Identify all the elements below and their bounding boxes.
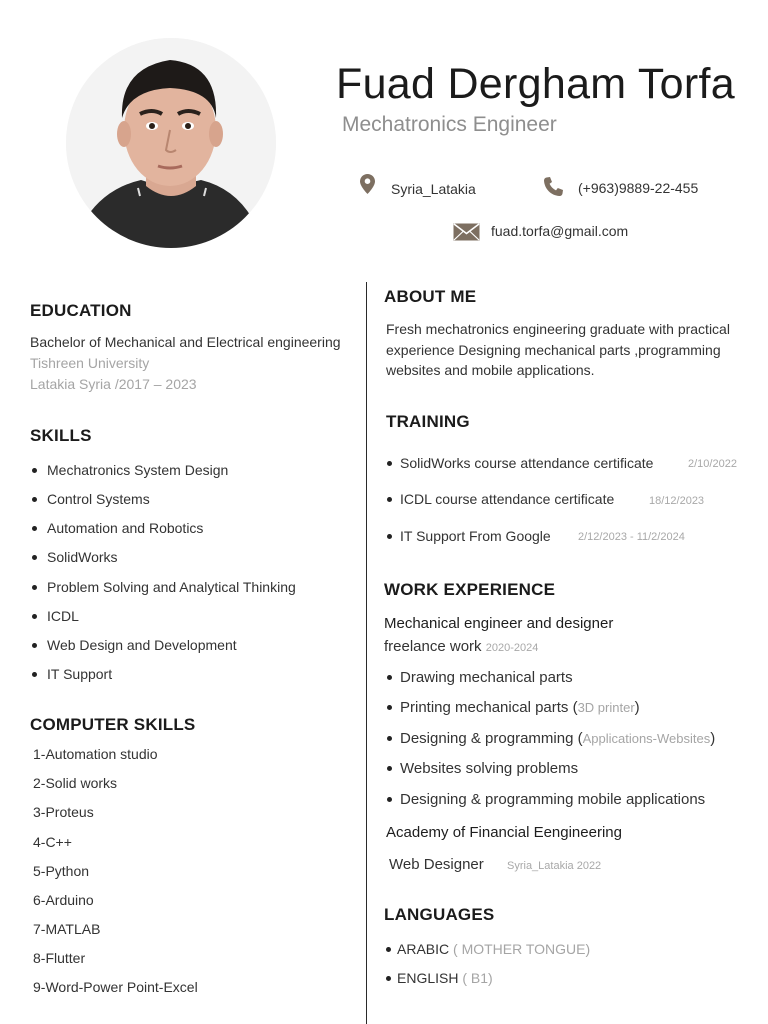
training-date: 2/10/2022 [688, 458, 737, 470]
about-heading: ABOUT ME [384, 287, 477, 306]
list-item: Problem Solving and Analytical Thinking [32, 579, 296, 595]
list-item: 3-Proteus [33, 804, 94, 820]
list-item: ENGLISH ( B1) [386, 970, 493, 986]
training-heading: TRAINING [386, 412, 470, 431]
list-item: IT Support From Google [387, 528, 551, 544]
bullet-icon [387, 797, 392, 802]
about-line: websites and mobile applications. [386, 362, 595, 378]
list-item: SolidWorks course attendance certificate [387, 455, 653, 471]
list-item: ICDL [32, 608, 79, 624]
education-university: Tishreen University [30, 355, 150, 371]
organization-name: Academy of Financial Eengineering [386, 824, 622, 841]
bullet-icon [387, 497, 392, 502]
phone-icon [542, 176, 564, 203]
education-place-dates: Latakia Syria /2017 – 2023 [30, 376, 197, 392]
languages-heading: LANGUAGES [384, 905, 495, 924]
envelope-icon [453, 223, 480, 246]
location-text: Syria_Latakia [391, 181, 476, 197]
job-title: Mechatronics Engineer [342, 113, 557, 136]
bullet-icon [32, 555, 37, 560]
bullet-icon [32, 526, 37, 531]
job-role: Web Designer [389, 856, 484, 873]
skills-heading: SKILLS [30, 426, 92, 445]
bullet-icon [32, 585, 37, 590]
bullet-icon [387, 461, 392, 466]
job-type: freelance work 2020-2024 [384, 638, 539, 655]
bullet-icon [387, 766, 392, 771]
list-item: Automation and Robotics [32, 520, 203, 536]
list-item: 2-Solid works [33, 775, 118, 791]
bullet-icon [32, 614, 37, 619]
list-item: 9-Word-Power Point-Excel [33, 979, 198, 995]
about-line: Fresh mechatronics engineering graduate with practical [386, 321, 730, 337]
bullet-icon [32, 468, 37, 473]
list-item: 4-C++ [33, 834, 72, 850]
education-heading: EDUCATION [30, 301, 132, 320]
list-item: 8-Flutter [33, 950, 86, 966]
location-pin-icon [360, 174, 375, 199]
bullet-icon [386, 976, 391, 981]
computer-skills-heading: COMPUTER SKILLS [30, 715, 196, 734]
training-date: 2/12/2023 - 11/2/2024 [578, 531, 685, 543]
job-dates: 2020-2024 [485, 642, 539, 654]
list-item: Control Systems [32, 491, 150, 507]
bullet-icon [387, 736, 392, 741]
profile-photo-illustration [66, 38, 276, 248]
list-item: Designing & programming (Applications-Websites) [387, 730, 715, 747]
about-line: experience Designing mechanical parts ,programming [386, 342, 721, 358]
column-divider [366, 282, 367, 1024]
list-item: SolidWorks [32, 549, 118, 565]
list-item: 6-Arduino [33, 892, 94, 908]
bullet-icon [32, 497, 37, 502]
phone-text: (+963)9889-22-455 [578, 180, 699, 196]
list-item: 1-Automation studio [33, 746, 158, 762]
list-item: IT Support [32, 666, 112, 682]
candidate-name: Fuad Dergham Torfa [336, 60, 735, 108]
list-item: Websites solving problems [387, 760, 578, 777]
bullet-icon [32, 672, 37, 677]
email-link[interactable]: fuad.torfa@gmail.com [491, 223, 629, 239]
work-heading: WORK EXPERIENCE [384, 580, 556, 599]
education-degree: Bachelor of Mechanical and Electrical engineering [30, 334, 341, 350]
bullet-icon [387, 534, 392, 539]
list-item: 5-Python [33, 863, 90, 879]
list-item: Designing & programming mobile applications [387, 791, 705, 808]
list-item: ARABIC ( MOTHER TONGUE) [386, 941, 590, 957]
bullet-icon [386, 947, 391, 952]
list-item: ICDL course attendance certificate [387, 491, 614, 507]
training-date: 18/12/2023 [649, 495, 705, 507]
bullet-icon [32, 643, 37, 648]
list-item: Drawing mechanical parts [387, 669, 573, 686]
list-item: Web Design and Development [32, 637, 237, 653]
profile-photo [66, 38, 276, 248]
list-item: 7-MATLAB [33, 921, 101, 937]
bullet-icon [387, 705, 392, 710]
job-place-date: Syria_Latakia 2022 [507, 860, 602, 872]
job-title: Mechanical engineer and designer [384, 615, 614, 632]
list-item: Mechatronics System Design [32, 462, 228, 478]
list-item: Printing mechanical parts (3D printer) [387, 699, 640, 716]
bullet-icon [387, 675, 392, 680]
